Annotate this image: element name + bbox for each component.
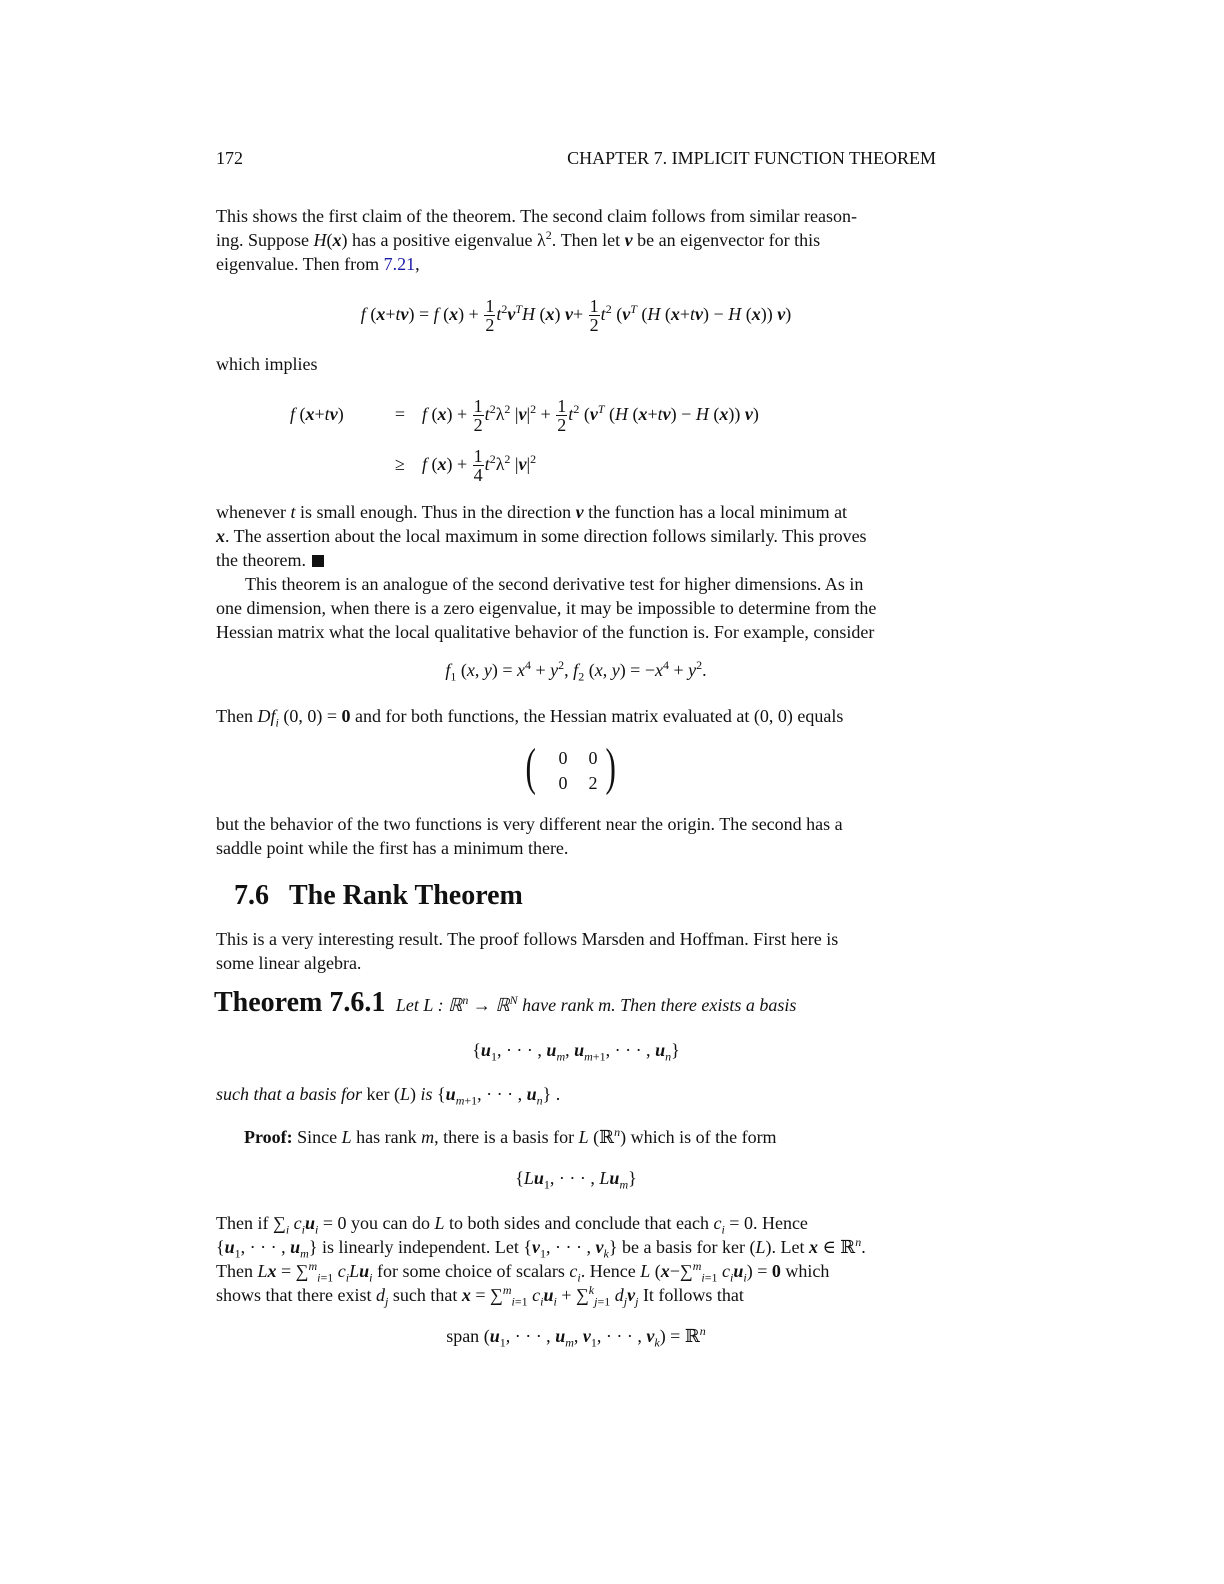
text-fragment: whenever — [216, 502, 291, 522]
text-fragment: be an eigenvector for this — [632, 230, 821, 250]
text-fragment: is — [416, 1084, 438, 1104]
text-fragment: the function has a local minimum at — [583, 502, 848, 522]
paragraph-behavior — [216, 812, 936, 860]
section-title: The Rank Theorem — [289, 880, 523, 911]
text-fragment: , — [415, 254, 420, 274]
qed-square-icon — [312, 555, 324, 567]
text-fragment: . Let — [771, 1237, 809, 1257]
equation-example-functions: $f_1$ (x, $y) = x^4 + y^2$, $f_2$ (x, $y) = -x^4 + y^2$. — [445, 658, 707, 684]
paragraph-conclusion — [216, 500, 936, 572]
text-fragment: you can do — [346, 1213, 435, 1233]
text-fragment: which — [780, 1261, 830, 1281]
text-line: {$u_1$, · · · , $u_m$} is linearly independent. Let {$v_1$, · · · , $v_k$} be a basis for ker (L). Let x ∈ ℝ$^n$. — [216, 1235, 866, 1261]
text-fragment: Since — [292, 1127, 342, 1147]
text-fragment: span — [446, 1326, 480, 1346]
text-line: saddle point while the first has a minimum there. — [216, 838, 569, 858]
matrix-entry: 0 — [588, 748, 598, 768]
text-fragment: ing. Suppose — [216, 230, 314, 250]
equation-aligned-line-2: ≥ f (x) + $\frac{1}{4}$ $t^2\lambda^2$ $|v|^2$ — [395, 446, 537, 486]
proof-label: Proof: — [244, 1127, 293, 1147]
text-fragment: has rank — [351, 1127, 422, 1147]
text-fragment: Let — [395, 995, 424, 1015]
section-heading — [234, 880, 523, 912]
matrix-entry: 2 — [588, 773, 598, 793]
paragraph-proof-body — [216, 1211, 936, 1307]
text-fragment: Then — [216, 1261, 258, 1281]
section-number: 7.6 — [234, 880, 269, 911]
text-fragment: such that a basis for — [216, 1084, 367, 1104]
text-fragment: equals — [792, 706, 844, 726]
theorem-statement: Theorem 7.6.1 Let L : ℝ$^n$ → ℝ$^N$ have rank m. Then there exists a basis — [214, 987, 797, 1018]
proof-start: Proof: Since L has rank m, there is a basis for L (ℝ$^n$) which is of the form — [244, 1125, 777, 1147]
paragraph-analogue — [216, 572, 936, 644]
text-fragment: . Hence — [752, 1213, 808, 1233]
matrix-entry: 0 — [558, 773, 568, 793]
equation-taylor-expansion: f (x+tv) = f (x) + $\frac{1}{2}$ $t^2v^TH$ (x) v+ $\frac{1}{2}$ $t^2$ ($v^T$ (H (x+tv) − H (x)) v) — [360, 296, 792, 336]
paragraph-intro — [216, 204, 936, 276]
text-fragment: is small enough. Thus in the direction — [295, 502, 576, 522]
text-line: one dimension, when there is a zero eigenvalue, it may be impossible to determine from the — [216, 598, 877, 618]
theorem-label: Theorem 7.6.1 — [214, 987, 386, 1018]
page-number: 172 — [216, 148, 243, 168]
text-fragment: eigenvalue. Then from — [216, 254, 384, 274]
matrix-entry: 0 — [558, 748, 568, 768]
text-line: whenever t is small enough. Thus in the direction v the function has a local minimum at — [216, 502, 848, 522]
text-fragment: shows that there exist — [216, 1285, 376, 1305]
text-line: This shows the first claim of the theorem. The second claim follows from similar reason- — [216, 206, 858, 226]
text-fragment: Then if — [216, 1213, 273, 1233]
text-line: Hessian matrix what the local qualitative behavior of the function is. For example, consider — [216, 622, 875, 642]
paragraph-hessian: Then $Df_i$ (0, 0) = 0 and for both functions, the Hessian matrix evaluated at (0, 0) equals — [216, 706, 844, 730]
text-line: shows that there exist $d_j$ such that x = ∑$^m_{i=1}$ $c_iu_i + \sum^k_{j=1}$ $d_jv_j$ It follows that — [216, 1283, 744, 1309]
text-line: some linear algebra. — [216, 953, 362, 973]
text-fragment: the theorem. — [216, 550, 306, 570]
text-fragment: have rank — [517, 995, 599, 1015]
text-fragment: , there is a basis for — [434, 1127, 579, 1147]
text-fragment: . Then let — [551, 230, 625, 250]
text-line: ing. Suppose H(x) has a positive eigenvalue $\lambda^2$. Then let v be an eigenvector for this — [216, 228, 821, 250]
text-line — [216, 252, 936, 276]
equation-aligned-line-1: f (x+tv) = f (x) + $\frac{1}{2}$ $t^2\lambda^2$ $|v|^2$ + $\frac{1}{2}$ $t^2$ ($v^T$ (H (x+tv) − H (x)) v) — [290, 396, 759, 436]
text-fragment: is linearly independent. Let — [317, 1237, 524, 1257]
text-fragment: Then — [216, 706, 258, 726]
text-fragment: to both sides and conclude that each — [444, 1213, 714, 1233]
text-fragment: . Hence — [580, 1261, 641, 1281]
equation-basis: {$u_1$, · · · , $u_m$, $u_{m+1}$, · · · , $u_n$} — [472, 1040, 680, 1064]
text-fragment: and for both functions, the Hessian matrix evaluated at — [350, 706, 754, 726]
equation-span: span ($u_1$, · · · , $u_m$, $v_1$, · · · , $v_k$) = ℝ$^n$ — [446, 1324, 706, 1350]
text-line — [216, 548, 936, 572]
text-which-implies: which implies — [216, 354, 318, 374]
text-fragment: be a basis for — [617, 1237, 722, 1257]
text-fragment: has a positive eigenvalue λ — [347, 230, 546, 250]
text-fragment: which is of the form — [626, 1127, 777, 1147]
text-fragment: such that — [388, 1285, 462, 1305]
text-line: Then if $\sum_i$ $c_iu_i = 0$ you can do L to both sides and conclude that each $c_i = 0$. Hence — [216, 1213, 808, 1237]
equation-reference-link[interactable]: 7.21 — [383, 254, 416, 274]
text-fragment: It follows that — [638, 1285, 744, 1305]
text-line: This is a very interesting result. The proof follows Marsden and Hoffman. First here is — [216, 929, 839, 949]
running-header: CHAPTER 7. IMPLICIT FUNCTION THEOREM — [567, 148, 936, 168]
text-line: This theorem is an analogue of the second derivative test for higher dimensions. As in — [245, 574, 864, 594]
equation-image-basis: {$Lu_1$, · · · , $Lu_m$} — [515, 1168, 637, 1192]
text-fragment: for some choice of scalars — [372, 1261, 570, 1281]
text-line: x. The assertion about the local maximum in some direction follows similarly. This proves — [216, 526, 867, 546]
text-fragment: . Then there exists a basis — [611, 995, 797, 1015]
text-line: but the behavior of the two functions is very different near the origin. The second has a — [216, 814, 843, 834]
text-fragment: . The assertion about the local maximum in some direction follows similarly. This proves — [225, 526, 867, 546]
text-line: Then Lx = ∑$^m_{i=1}$ $c_iLu_i$ for some choice of scalars $c_i$. Hence L (x−∑$^m_{i=1}$ $c_iu_i) = 0$ which — [216, 1259, 830, 1285]
paragraph-rank-intro — [216, 927, 936, 975]
theorem-continuation: such that a basis for ker (L) is {$u_{m+1}$, · · · , $u_n$} . — [216, 1084, 561, 1108]
